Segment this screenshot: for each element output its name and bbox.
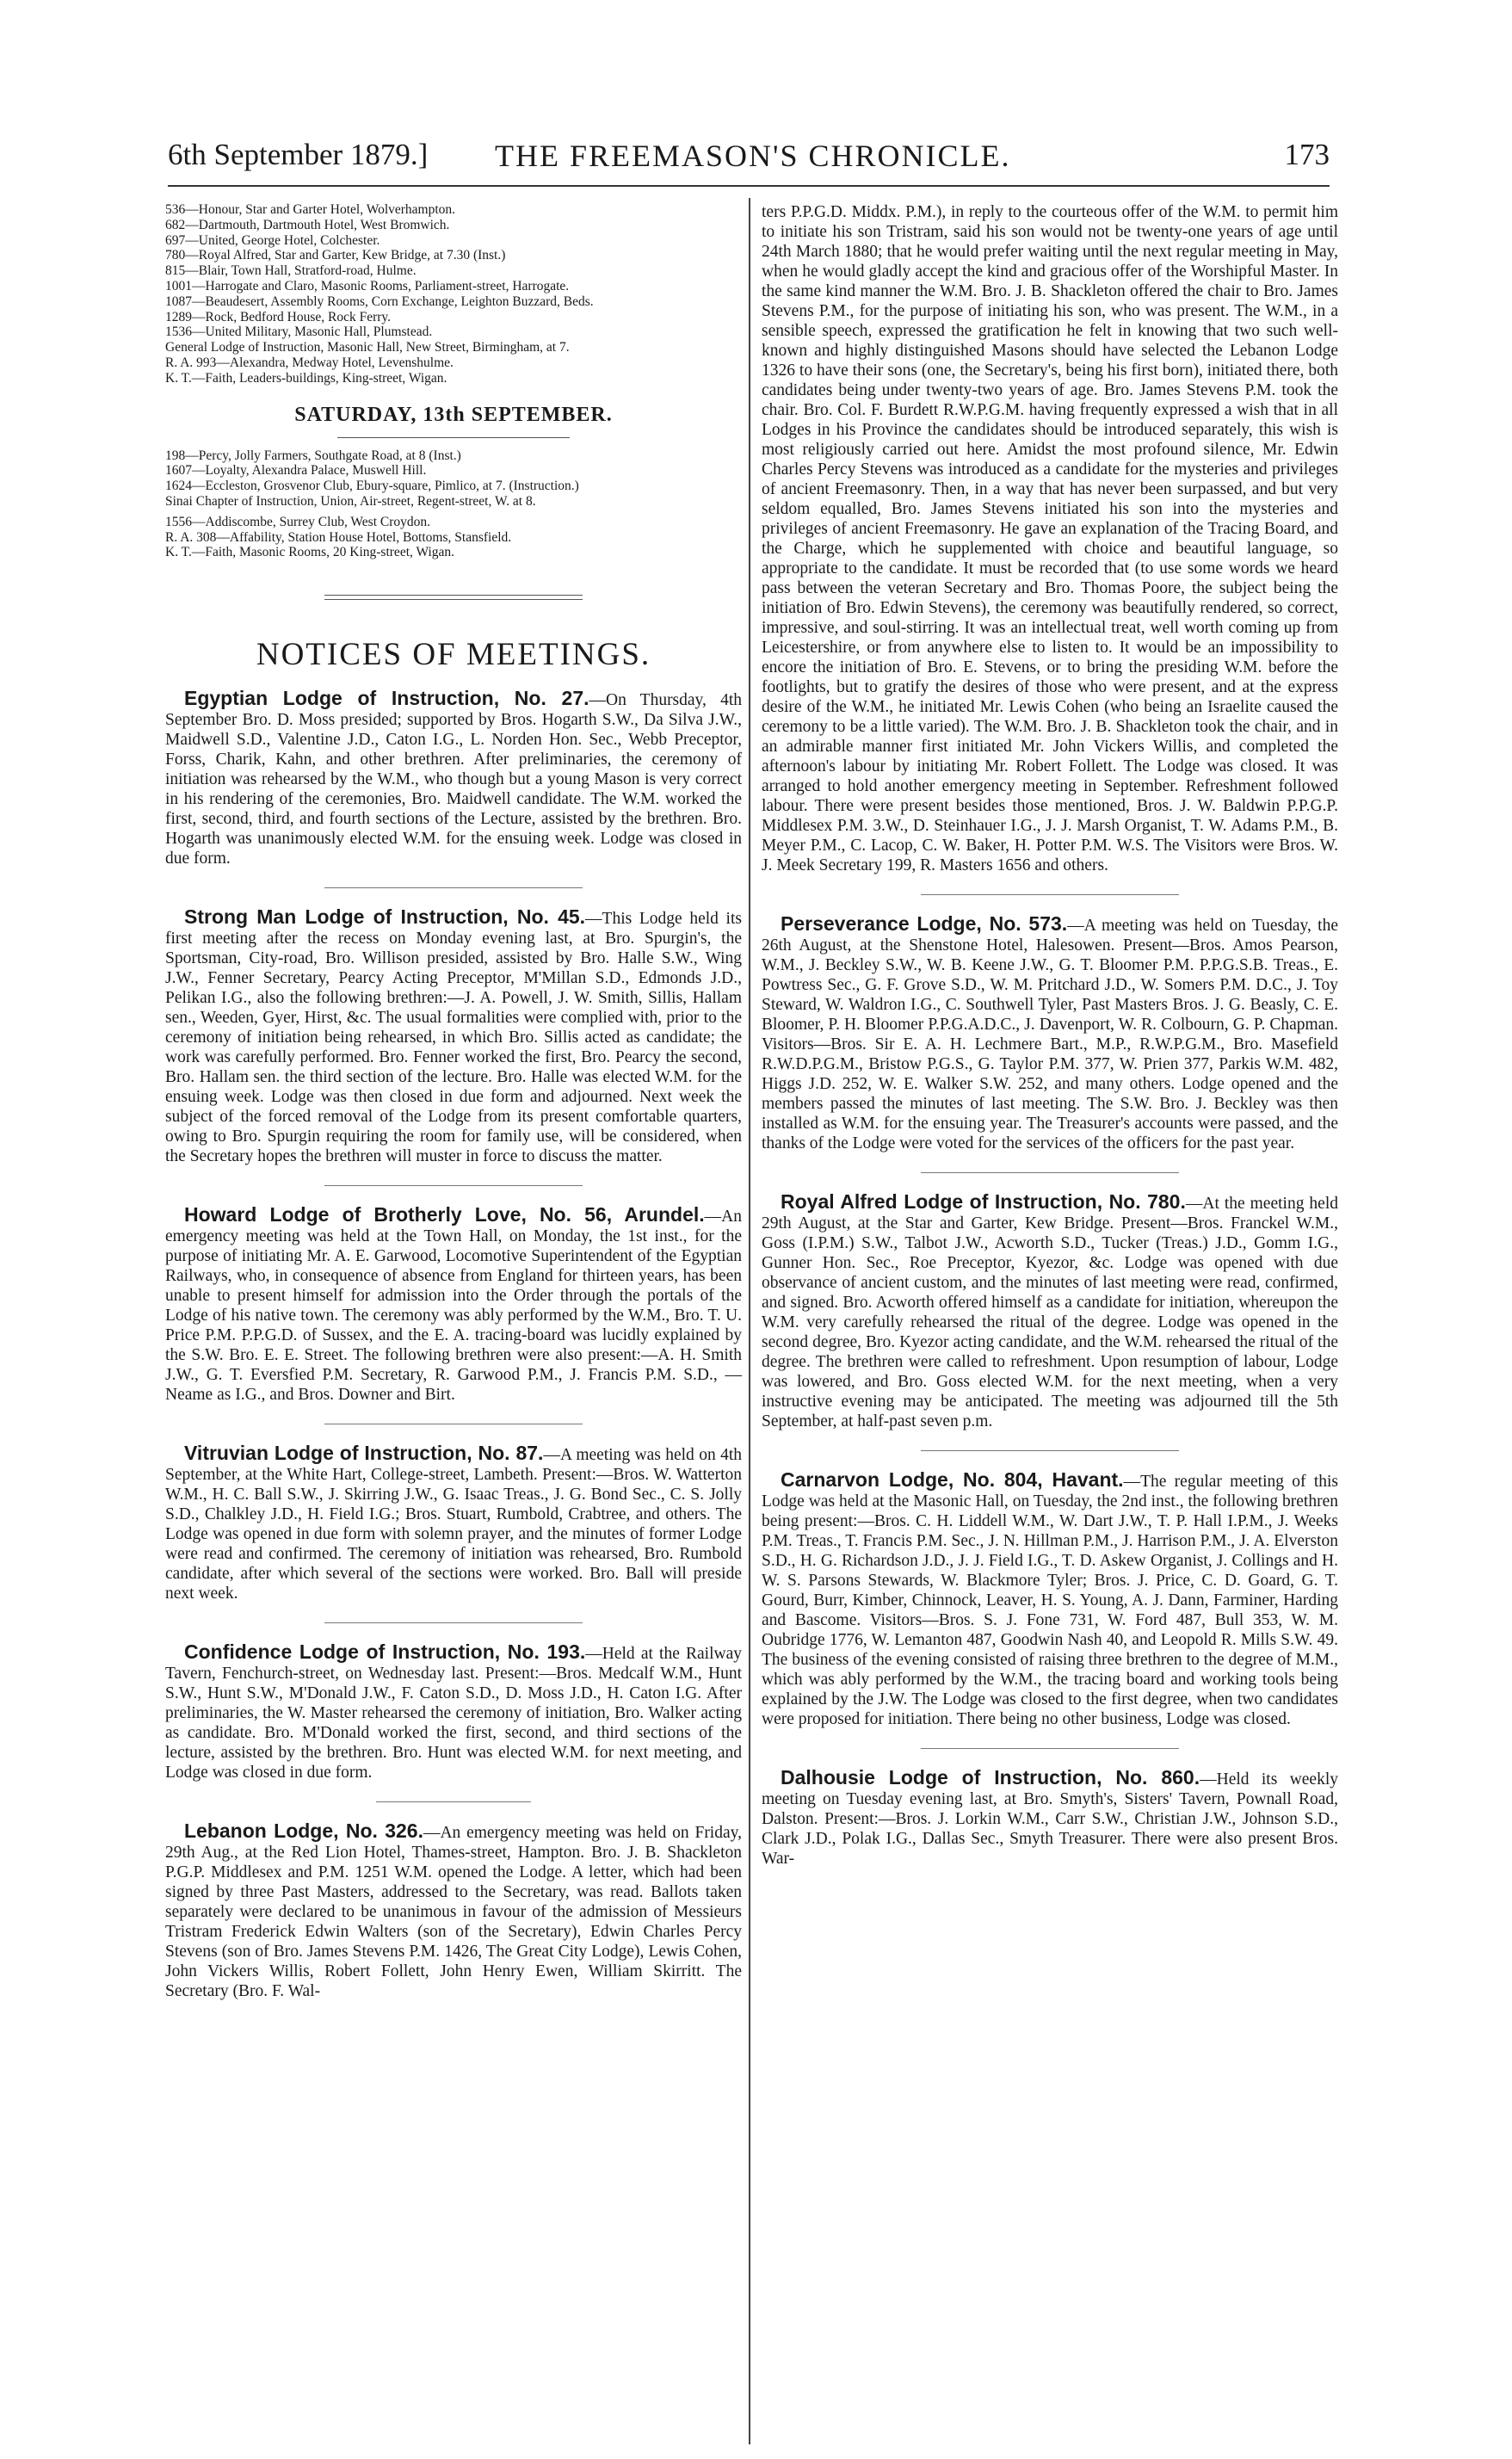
divider bbox=[324, 887, 583, 888]
issue-date: 6th September 1879.] bbox=[168, 138, 429, 171]
lodge-list-friday bbox=[165, 202, 742, 386]
notice-dalhousie-lodge bbox=[762, 1768, 1338, 1869]
article-title: Carnarvon Lodge, No. 804, Havant. bbox=[781, 1468, 1124, 1491]
list-item: 1087—Beaudesert, Assembly Rooms, Corn Exchange, Leighton Buzzard, Beds. bbox=[165, 293, 594, 309]
divider bbox=[921, 1748, 1179, 1749]
article-title: Egyptian Lodge of Instruction, No. 27. bbox=[184, 687, 589, 710]
list-item: 1624—Eccleston, Grosvenor Club, Ebury-square, Pimlico, at 7. (Instruction.) bbox=[165, 479, 579, 494]
notice-perseverance-lodge bbox=[762, 914, 1338, 1153]
page-header bbox=[168, 138, 1330, 181]
list-item: 697—United, George Hotel, Colchester. bbox=[165, 232, 380, 248]
divider bbox=[376, 1801, 531, 1802]
article-text: —This Lodge held its first meeting after the recess on Monday evening last, at Bro. Spurgin's, the Sportsman, City-road, Bro. Willison presided, assisted by Bro. Halle S.W., Wing J.W., Fenner Secretary, Pearcy Acting Preceptor, M'Millan S.D., Edmonds J.D., Pelikan I.G., also the following brethren:—J. A. Powell, J. W. Smith, Sillis, Hallam sen., Weeden, Gyer, Hirst, &c. The usual formalities were complied with, prior to the ceremony of initiation being rehearsed, in which Bro. Sillis acted as candidate; the work was carefully performed. Bro. Fenner worked the first, Bro. Pearcy the second, Bro. Hallam sen. the third section of the lecture. Bro. Halle was elected W.M. for the ensuing week. Lodge was then closed in due form and adjourned. Next week the subject of the forced removal of the Lodge from its present comfortable quarters, owing to Bro. Spurgin requiring the room for family use, will be considered, when the Secretary hopes the brethren will muster in force to discuss the matter. bbox=[165, 910, 742, 1166]
article-title: Royal Alfred Lodge of Instruction, No. 780. bbox=[781, 1190, 1186, 1213]
list-item: 815—Blair, Town Hall, Stratford-road, Hulme. bbox=[165, 263, 417, 279]
notice-lebanon-lodge bbox=[165, 1821, 742, 2001]
list-item: 1289—Rock, Bedford House, Rock Ferry. bbox=[165, 309, 392, 324]
lebanon-continuation: ters P.P.G.D. Middx. P.M.), in reply to the courteous offer of the W.M. to permit him to initiate his son Tristram, said his son would not be twenty-one years of age until 24th March 1880; that he would prefer waiting until the next regular meeting in May, when he would gladly accept the kind and gracious offer of the Worshipful Master. In the same kind manner the W.M. Bro. J. B. Shackleton offered the chair to Bro. James Stevens P.M., for the purpose of initiating his son, who was present. The W.M., in a sensible speech, expressed the gratification he felt in knowing that two such well-known and highly distinguished Masons should have selected the Lebanon Lodge 1326 to have their sons (one, the Secretary's, being his first born), initiated there, both candidates being under twenty-two years of age. Bro. James Stevens P.M. took the chair. Bro. Col. F. Burdett R.W.P.G.M. having frequently expressed a wish that in all Lodges in his Province the candidates should be introduced separately, this wish is most religiously carried out here. Amidst the most profound silence, Mr. Edwin Charles Percy Stevens was introduced as a candidate for the mysteries and privileges of ancient Freemasonry. Then, in a way that has never been surpassed, and but very seldom equalled, Bro. James Stevens initiated his son into the mysteries and privileges of ancient Freemasonry. He gave an explanation of the Tracing Board, and the Charge, which he supplemented with choice and beautiful language, so appropriate to the candidate. It must be recorded that (to use some words we heard pass between the veteran Secretary and Bro. Thomas Poore, the subject being the initiation of Bro. Edwin Stevens), the ceremony was beautifully rendered, so correct, impressive, and soul-stirring. It was an intellectual treat, well worth coming up from Leicestershire, or from anywhere else to listen to. It would be an impossibility to encore the initiation of Bro. E. Stevens, or to bring the presiding W.M. before the footlights, but to gratify the desires of those who were present, and at the express desire of the W.M., he initiated Mr. Lewis Cohen (who being an Israelite caused the ceremony to be a little varied). The W.M. Bro. J. B. Shackleton took the chair, and in an admirable manner first initiated Mr. John Vickers Willis, and completed the afternoon's labour by initiating Mr. Robert Follett. The Lodge was closed. It was arranged to hold another emergency meeting in September. Refreshment followed labour. There were present besides those mentioned, Bros. J. W. Baldwin P.P.G.P. Middlesex P.M. 3.W., D. Steinhauer I.G., J. J. Marsh Organist, T. W. Adams P.M., B. Meyer P.M., C. Lacop, C. W. Baker, H. Potter P.M. W.S. The Visitors were Bros. W. J. Meek Secretary 199, R. Masters 1656 and others. bbox=[762, 203, 1338, 874]
divider bbox=[324, 1185, 583, 1186]
list-item: 780—Royal Alfred, Star and Garter, Kew Bridge, at 7.30 (Inst.) bbox=[165, 248, 506, 263]
divider bbox=[921, 1172, 1179, 1173]
list-item: 198—Percy, Jolly Farmers, Southgate Road, at 8 (Inst.) bbox=[165, 448, 461, 463]
notice-egyptian-lodge bbox=[165, 689, 742, 868]
publication-title: THE FREEMASON'S CHRONICLE. bbox=[495, 139, 1011, 173]
article-title: Perseverance Lodge, No. 573. bbox=[781, 912, 1068, 935]
article-title: Vitruvian Lodge of Instruction, No. 87. bbox=[184, 1442, 544, 1465]
divider bbox=[921, 894, 1179, 895]
notice-howard-lodge bbox=[165, 1205, 742, 1405]
list-item: 1536—United Military, Masonic Hall, Plumstead. bbox=[165, 324, 433, 340]
list-item: R. A. 993—Alexandra, Medway Hotel, Levenshulme. bbox=[165, 355, 454, 370]
list-item: 1556—Addiscombe, Surrey Club, West Croydon. bbox=[165, 514, 431, 529]
saturday-heading: SATURDAY, 13th SEPTEMBER. bbox=[294, 403, 613, 426]
article-title: Lebanon Lodge, No. 326. bbox=[184, 1820, 423, 1843]
article-text: —The regular meeting of this Lodge was held at the Masonic Hall, on Tuesday, the 2nd inst., the following brethren being present:—Bros. C. H. Liddell W.M., W. Dart J.W., T. P. Hall I.P.M., J. Weeks P.M. Treas., T. Francis P.M. Sec., J. N. Hillman P.M., J. Harrison P.M., J. A. Elverston S.D., H. G. Richardson J.D., J. J. Field I.G., T. D. Askew Organist, J. Collings and H. W. S. Parsons Stewards, W. Blackmore Tyler; Bros. J. Price, C. D. Goard, G. T. Gourd, Burr, Kimber, Chinnock, Leaver, H. S. Young, A. J. Dann, Farminer, Harding and Bascome. Visitors—Bros. S. J. Fone 731, W. Ford 487, Bull 353, W. M. Oubridge 1776, W. Lemanton 487, Goodwin Nash 40, and Leopold R. Mills S.W. 49. The business of the evening consisted of raising three brethren to the degree of M.M., which was ably performed by the W.M., the tracing board and working tools being explained by the J.W. The Lodge was closed to the first degree, when two candidates were proposed for initiation. There being no other business, Lodge was closed. bbox=[762, 1473, 1339, 1728]
article-text: —An emergency meeting was held at the Town Hall, on Monday, the 1st inst., for the purpose of initiating Mr. A. E. Garwood, Locomotive Superintendent of the Egyptian Railways, who, in consequence of absence from England for thirteen years, has been unable to present himself for admission into the Order through the portals of the Lodge of his native town. The ceremony was ably performed by the W.M., Bro. T. U. Price P.M. P.P.G.D. of Sussex, and the E. A. tracing-board was lucidly explained by the S.W. Bro. E. E. Street. The following brethren were also present:—A. H. Smith J.W., G. T. Eversfied P.M. Secretary, R. Garwood P.M., J. Francis P.M. S.D., — Neame as I.G., and Bros. Downer and Birt. bbox=[165, 1208, 742, 1405]
left-column bbox=[165, 202, 742, 2001]
section-divider bbox=[324, 595, 583, 600]
notice-confidence-lodge bbox=[165, 1642, 742, 1782]
article-text: —On Thursday, 4th September Bro. D. Moss presided; supported by Bros. Hogarth S.W., Da Silva J.W., Maidwell S.D., Valentine J.D., Caton I.G., L. Norden Hon. Sec., Webb Preceptor, Forss, Charik, Kahn, and other brethren. After preliminaries, the ceremony of initiation was rehearsed by the W.M., who though but a young Mason is very correct in his rendering of the ceremonies, Bro. Maidwell candidate. The W.M. worked the first, second, third, and fourth sections of the Lecture, assisted by the brethren. Bro. Hogarth was unanimously elected W.M. for the ensuing week. Lodge was closed in due form. bbox=[165, 691, 742, 868]
list-item: R. A. 308—Affability, Station House Hotel, Bottoms, Stansfield. bbox=[165, 529, 512, 545]
list-item: General Lodge of Instruction, Masonic Hall, New Street, Birmingham, at 7. bbox=[165, 340, 570, 355]
article-text: —A meeting was held on Tuesday, the 26th August, at the Shenstone Hotel, Halesowen. Present—Bros. Amos Pearson, W.M., J. Beckley S.W., W. B. Keene J.W., G. T. Bloomer P.M. P.P.G.S.B. Treas., E. Powtress Sec., G. F. Grove S.D., W. M. Pritchard J.D., W. Somers P.M. D.C., J. Toy Steward, W. Waldron I.G., C. Southwell Tyler, Past Masters Bros. J. G. Beasly, C. E. Bloomer, P. H. Bloomer P.P.G.A.D.C., J. Davenport, W. R. Colbourn, G. P. Chapman. Visitors—Bros. Sir E. A. H. Lechmere Bart., M.P., R.W.P.G.M., Bro. Masefield R.W.D.P.G.M., Bristow P.G.S., G. Taylor P.M. 377, W. Prien 377, Parkis W.M. 482, Higgs J.D. 252, W. E. Walker S.W. 252, and many others. Lodge opened and the members passed the minutes of last meeting. The S.W. Bro. J. Beckley was then installed as W.M. for the ensuing year. The Treasurer's accounts were passed, and the thanks of the Lodge were voted for the services of the officers for the past year. bbox=[762, 917, 1338, 1152]
article-title: Dalhousie Lodge of Instruction, No. 860. bbox=[781, 1766, 1200, 1789]
column-divider bbox=[749, 198, 750, 2444]
article-title: Strong Man Lodge of Instruction, No. 45. bbox=[184, 905, 586, 929]
list-item: 536—Honour, Star and Garter Hotel, Wolverhampton. bbox=[165, 202, 456, 217]
article-text: —Held its weekly meeting on Tuesday evening last, at Bro. Smyth's, Sisters' Tavern, Pownall Road, Dalston. Present:—Bros. J. Lorkin W.M., Carr S.W., Christian J.W., Johnson S.D., Clark J.D., Polak I.G., Dallas Sec., Smyth Treasurer. There were also present Bros. War- bbox=[762, 1770, 1338, 1868]
divider bbox=[324, 1622, 583, 1623]
list-item: 1607—Loyalty, Alexandra Palace, Muswell Hill. bbox=[165, 463, 427, 479]
page-number: 173 bbox=[1284, 138, 1330, 171]
notices-heading: NOTICES OF MEETINGS. bbox=[256, 637, 651, 673]
list-item: K. T.—Faith, Leaders-buildings, King-street, Wigan. bbox=[165, 370, 447, 386]
notice-carnarvon-lodge bbox=[762, 1470, 1338, 1729]
article-title: Confidence Lodge of Instruction, No. 193. bbox=[184, 1640, 586, 1664]
list-item: Sinai Chapter of Instruction, Union, Air-street, Regent-street, W. at 8. bbox=[165, 493, 536, 509]
divider bbox=[337, 437, 570, 438]
list-item: 682—Dartmouth, Dartmouth Hotel, West Bromwich. bbox=[165, 217, 450, 232]
lodge-list-saturday bbox=[165, 448, 742, 561]
article-text: —Held at the Railway Tavern, Fenchurch-street, on Wednesday last. Present:—Bros. Medcalf W.M., Hunt S.W., Hunt S.W., M'Donald J.W., F. Caton S.D., D. Moss J.D., H. Caton I.G. After preliminaries, the W. Master rehearsed the ceremony of initiation, Bro. Walker acting as candidate. Bro. M'Donald worked the first, second, and third sections of the lecture, assisted by the brethren. Bro. Hunt was elected W.M. for next meeting, and Lodge was closed in due form. bbox=[165, 1645, 742, 1782]
notice-strong-man-lodge bbox=[165, 907, 742, 1166]
header-rule bbox=[168, 185, 1330, 187]
list-item: 1001—Harrogate and Claro, Masonic Rooms, Parliament-street, Harrogate. bbox=[165, 278, 570, 293]
list-item: K. T.—Faith, Masonic Rooms, 20 King-street, Wigan. bbox=[165, 545, 455, 560]
article-text: —An emergency meeting was held on Friday, 29th Aug., at the Red Lion Hotel, Thames-street, Hampton. Bro. J. B. Shackleton P.G.P. Middlesex and P.M. 1251 W.M. opened the Lodge. A letter, which had been signed by three Past Masters, addressed to the Secretary, was read. Ballots taken separately were declared to be unanimous in favour of the admission of Messieurs Tristram Frederick Edwin Walters (son of the Secretary), Edwin Charles Percy Stevens (son of Bro. James Stevens P.M. 1426, The Great City Lodge), Lewis Cohen, John Vickers Willis, Robert Follett, John Henry Ewen, William Skirritt. The Secretary (Bro. F. Wal- bbox=[165, 1824, 742, 2001]
notice-royal-alfred-lodge bbox=[762, 1192, 1338, 1431]
notice-vitruvian-lodge bbox=[165, 1443, 742, 1603]
article-title: Howard Lodge of Brotherly Love, No. 56, Arundel. bbox=[184, 1203, 705, 1226]
right-column bbox=[762, 202, 1338, 1869]
divider bbox=[921, 1450, 1179, 1451]
article-text: —A meeting was held on 4th September, at the White Hart, College-street, Lambeth. Present:—Bros. W. Watterton W.M., H. C. Ball S.W., J. Skirring J.W., G. Isaac Treas., J. G. Bond Sec., C. S. Jolly S.D., Chalkley J.D., H. Field I.G.; Bros. Stuart, Rumbold, Crabtree, and others. The Lodge was opened in due form with solemn prayer, and the minutes of former Lodge were read and confirmed. The ceremony of initiation was rehearsed, Bro. Rumbold candidate, after which several of the sections were worked. Bro. Ball will preside next week. bbox=[165, 1446, 742, 1603]
article-text: —At the meeting held 29th August, at the Star and Garter, Kew Bridge. Present—Bros. Franckel W.M., Goss (I.P.M.) S.W., Talbot J.W., Acworth S.D., Tucker (Treas.) J.D., Gomm I.G., Gunner Hon. Sec., Roe Preceptor, Kyezor, &c. Lodge was opened with due observance of ancient custom, and the minutes of last meeting were read, confirmed, and signed. Bro. Acworth offered himself as a candidate for initiation, whereupon the W.M. very carefully rehearsed the ritual of the degree. Lodge was opened in the second degree, Bro. Kyezor acting candidate, and the W.M. rehearsed the ritual of the degree. The brethren were called to refreshment. Upon resumption of labour, Lodge was lowered, and Bro. Goss elected W.M. for the next meeting, when a very instructive evening may be anticipated. The meeting was adjourned till the 5th September, at half-past seven p.m. bbox=[762, 1195, 1338, 1430]
